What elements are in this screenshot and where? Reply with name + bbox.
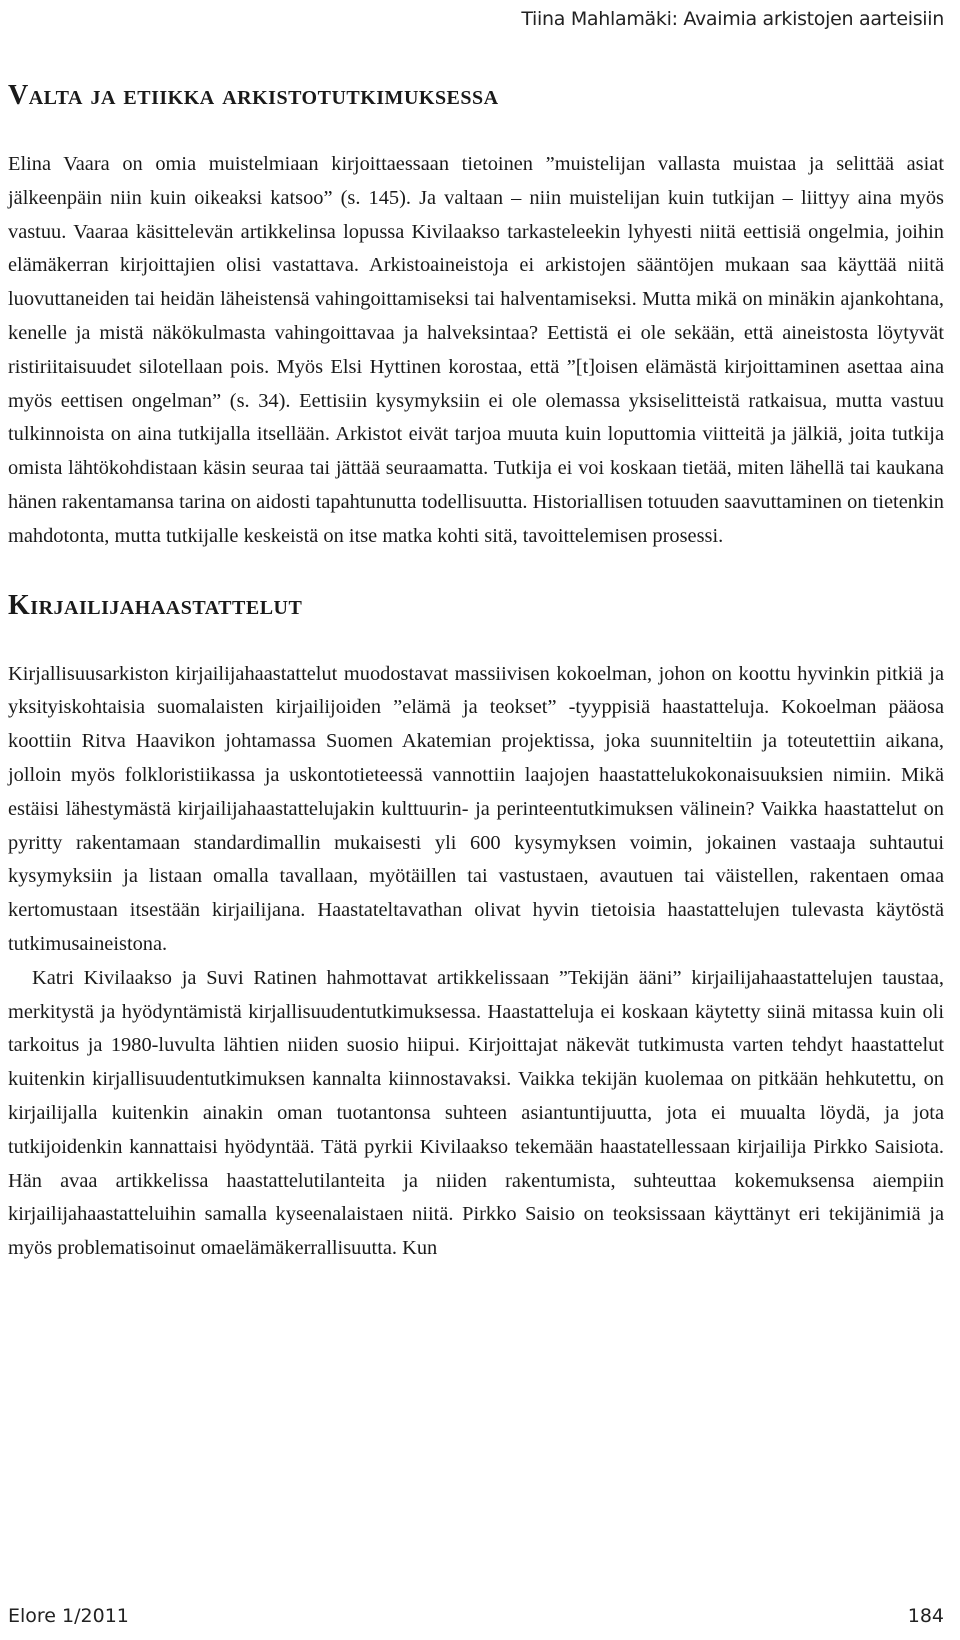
section-heading-valta-ja-etiikka: Valta ja etiikka arkistotutkimuksessa <box>8 80 499 111</box>
running-header: Tiina Mahlamäki: Avaimia arkistojen aarteisiin <box>521 8 944 30</box>
page-footer <box>8 1605 944 1627</box>
paragraph: Elina Vaara on omia muistelmiaan kirjoittaessaan tietoinen ”muistelijan vallasta muistaa ja selittää asiat jälkeenpäin niin kuin oikeaksi katsoo” (s. 145). Ja valtaan – niin muistelijan kuin tutkijan – liittyy aina myös vastuu. Vaaraa käsittelevän artikkelinsa lopussa Kivilaakso tarkasteleekin lyhyesti niitä eettisiä ongelmia, joihin elämäkerran kirjoittajien olisi vastattava. Arkistoaineistoja ei arkistojen sääntöjen mukaan saa käyttää niitä luovuttaneiden tai heidän läheistensä vahingoittamiseksi tai halventamiseksi. Mutta mikä on minäkin ajankohtana, kenelle ja mistä näkökulmasta vahingoittavaa ja halveksintaa? Eettistä ei ole sekään, että aineistosta löytyvät ristiriitaisuudet silotellaan pois. Myös Elsi Hyttinen korostaa, että ”[t]oisen elämästä kirjoittaminen asettaa aina myös eettisen ongelman” (s. 34). Eettisiin kysymyksiin ei ole olemassa yksiselitteistä ratkaisua, mutta vastuu tulkinnoista on aina tutkijalla itsellään. Arkistot eivät tarjoa muuta kuin loputtomia viitteitä ja jälkiä, joita tutkija omista lähtökohdistaan käsin seuraa tai jättää seuraamatta. Tutkija ei voi koskaan tietää, miten lähellä tai kaukana hänen rakentamansa tarina on aidosti tapahtunutta todellisuutta. Historiallisen totuuden saavuttaminen on tietenkin mahdotonta, mutta tutkijalle keskeistä on itse matka kohti sitä, tavoittelemisen prosessi. <box>8 153 944 547</box>
paragraph: Katri Kivilaakso ja Suvi Ratinen hahmottavat artikkelissaan ”Tekijän ääni” kirjailijahaastattelujen taustaa, merkitystä ja hyödyntämistä kirjallisuudentutkimuksessa. Haastatteluja ei koskaan käytetty siinä mitassa kuin oli tarkoitus ja 1980-luvulta lähtien niiden suosio hiipui. Kirjoittajat näkevät tutkimusta varten tehdyt haastattelut kuitenkin kirjallisuudentutkimuksen kannalta kiinnostavaksi. Vaikka tekijän kuolemaa on pitkään hehkutettu, on kirjailijalla kuitenkin ainakin oman tuotantonsa suhteen asiantuntijuutta, jota ei muualta löydä, ja jota tutkijoidenkin kannattaisi hyödyntää. Tätä pyrkii Kivilaakso tekemään haastatellessaan kirjailija Pirkko Saisiota. Hän avaa artikkelissa haastattelutilanteita ja niiden rakentumista, suhteuttaa kokemuksensa aiempiin kirjailijahaastatteluihin samalla kyseenalaistaen niitä. Pirkko Saisio on teoksissaan käyttänyt eri tekijänimiä ja myös problematisoinut omaelämäkerrallisuutta. Kun <box>8 966 944 1260</box>
page-number: 184 <box>907 1605 944 1627</box>
paragraph: Kirjallisuusarkiston kirjailijahaastattelut muodostavat massiivisen kokoelman, johon on koottu hyvinkin pitkiä ja yksityiskohtaisia suomalaisten kirjailijoiden ”elämä ja teokset” -tyyppisiä haastatteluja. Kokoelman pääosa koottiin Ritva Haavikon johtamassa Suomen Akatemian projektissa, joka suunniteltiin ja toteutettiin aikana, jolloin myös folkloristiikassa ja uskontotieteessä vannottiin laajojen haastattelukokonaisuuksien nimiin. Mikä estäisi lähestymästä kirjailijahaastattelujakin kulttuurin- ja perinteentutkimuksen välinein? Vaikka haastattelut on pyritty rakentamaan standardimallin mukaisesti yli 600 kysymyksen voimin, jokainen vastaaja suhtautui kysymyksiin ja listaan omalla tavallaan, myötäillen tai vastustaen, avautuen tai väistellen, rakentaen omaa kertomustaan itsestään kirjailijana. Haastateltavathan olivat hyvin tietoisia haastattelujen tulevasta käytöstä tutkimusaineistona. <box>8 662 944 955</box>
section-heading-kirjailijahaastattelut: Kirjailijahaastattelut <box>8 589 303 621</box>
article-body <box>8 78 944 1266</box>
journal-issue: Elore 1/2011 <box>8 1605 129 1627</box>
